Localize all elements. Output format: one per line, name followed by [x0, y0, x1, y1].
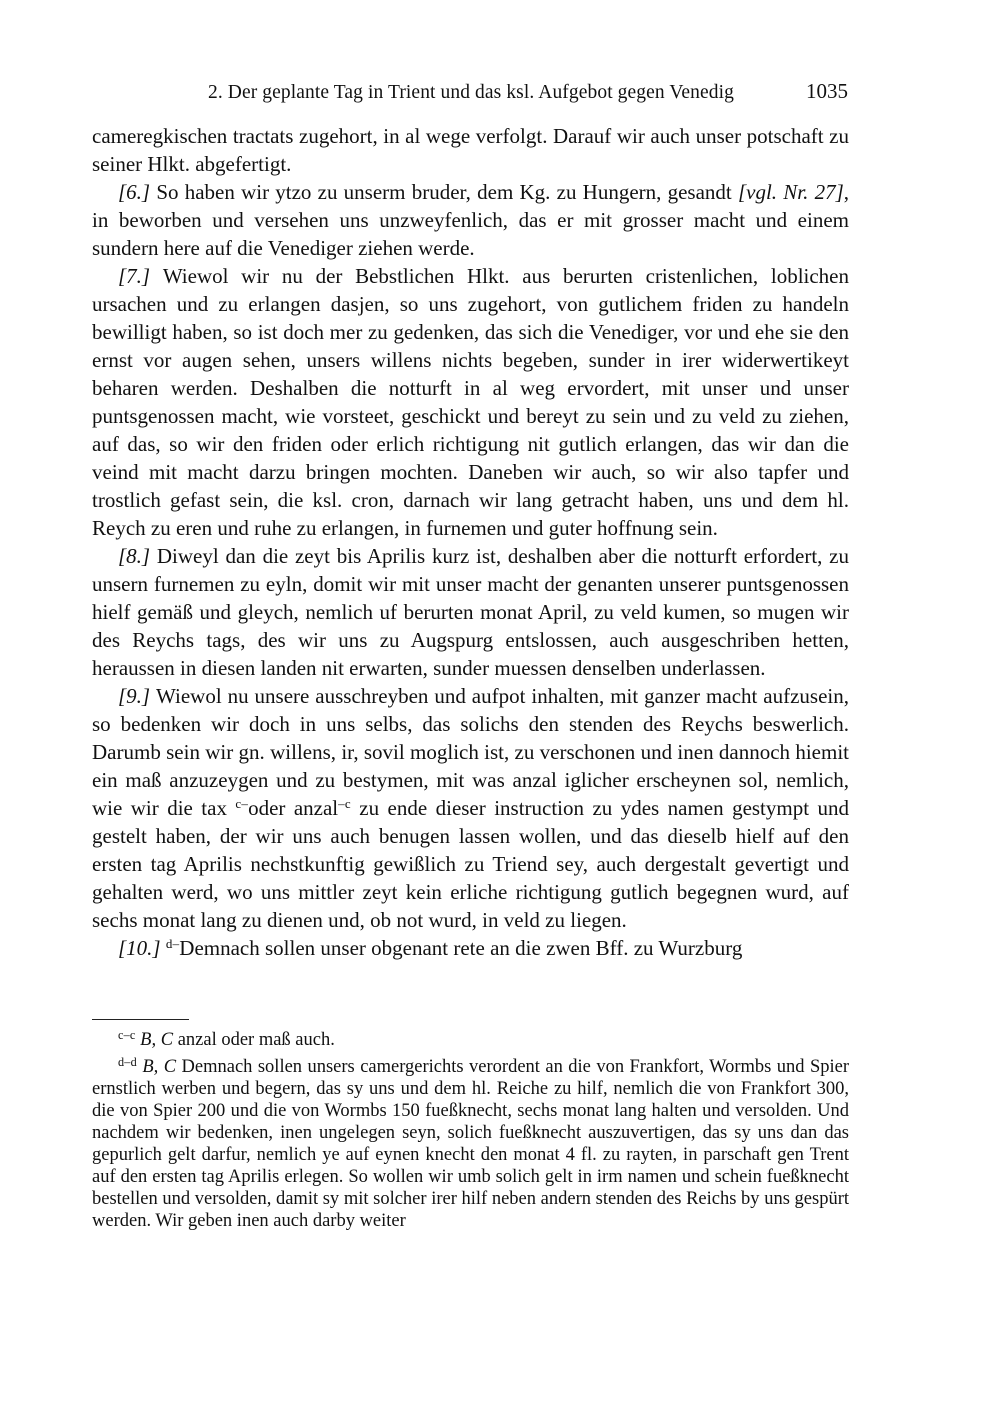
paragraph-10 [92, 934, 849, 962]
footnote-separator-rule [92, 1019, 189, 1020]
body-text-block [92, 122, 849, 962]
footnote-marker-d-open[interactable]: d– [165, 936, 180, 952]
footnote-apparatus [92, 1019, 849, 1232]
footnote-text: Demnach sollen unsers camergerichts verordent an die von Frankfort, Wormbs und Spier ernstlich werben und begern, das sy uns und dem hl. Reiche zu hilf, nemlich die von Frankfort 300, die von Spier 200 und die von Wormbs 150 fueßknecht, sechs monat lang halten und versolden. Und nachdem wir bedenken, inen ungelegen seyn, solich fueßknecht auszuvertigen, das sy uns dan das gepurlich gelt darfur, nemlich ye auf eynen knecht den monat 4 fl. zu rayten, in parschaft gen Trent auf den ersten tag Aprilis erlegen. So wollen wir umb solich gelt in irm namen und schein fueßknecht bestellen und versolden, damit sy mit solcher irer hilf neben andern stenden des Reichs by uns gespürt werden. Wir geben inen auch darby weiter [92, 1057, 850, 1231]
paragraph-text: Diweyl dan die zeyt bis Aprilis kurz ist, deshalben aber die notturft erfordert, zu unsern furnemen zu eyln, domit wir mit unser macht der genanten unserer puntsgenossen hielf gemäß und gleych, nemlich uf berurten monat April, zu veld kumen, so mugen wir des Reychs tags, des wir uns zu Augspurg entslossen, auch ausgeschriben hetten, heraussen in diesen landen nit erwarten, sunder muessen denselben underlassen. [92, 544, 850, 680]
footnote-reference-d[interactable]: d–d [118, 1054, 137, 1069]
paragraph-number: [6.] [118, 180, 151, 204]
footnote-c [92, 1029, 849, 1051]
paragraph-7 [92, 262, 849, 542]
paragraph-9 [92, 682, 849, 934]
footnote-marker-c-close[interactable]: –c [338, 796, 351, 812]
paragraph-6 [92, 178, 849, 262]
paragraph-text: Wiewol wir nu der Bebstlichen Hlkt. aus berurten cristenlichen, loblichen ursachen und zu erlangen dasjen, so uns zugehort, von gutlichem friden zu handeln bewilligt haben, so ist doch mer zu gedenken, das sich die Venediger, vor und ehe sie den ernst vor augen sehen, unsers willens nichts begeben, sunder in irer widerwertikeyt beharen werden. Deshalben die notturft in al weg ervordert, mit unser und unser puntsgenossen macht, wie vorsteet, geschickt und bereyt zu sein und zu veld zu ziehen, auf das, so wir den friden oder erlich richtigung nit gutlich erlangen, das wir dan die veind mit macht darzu bringen mochten. Daneben wir auch, so wir also tapfer und trostlich gefast sein, die ksl. cron, darnach wir lang getracht haben, uns und dem hl. Reych zu eren und ruhe zu erlangen, in furnemen und guter hoffnung sein. [92, 264, 850, 540]
running-head [92, 78, 848, 106]
footnote-text: anzal oder maß auch. [177, 1030, 335, 1050]
paragraph-8 [92, 542, 849, 682]
paragraph-text: So haben wir ytzo zu unserm bruder, dem Kg. zu Hungern, gesandt [156, 180, 738, 204]
paragraph-number: [10.] [118, 936, 161, 960]
paragraph-text: Demnach sollen unser obgenant rete an die zwen Bff. zu Wurzburg [179, 936, 743, 960]
paragraph-text-cont: , in beworben und versehen uns unzweyfenlich, das er mit grosser macht und einem sundern here auf die Venediger ziehen werde. [92, 180, 849, 260]
manuscript-sigla: B, C [140, 1030, 174, 1050]
running-head-title: 2. Der geplante Tag in Trient und das ksl. Aufgebot gegen Venedig [208, 82, 734, 103]
manuscript-sigla: B, C [142, 1057, 177, 1077]
paragraph-number: [8.] [118, 544, 151, 568]
paragraph-continuation [92, 122, 849, 178]
paragraph-number: [9.] [118, 684, 151, 708]
footnote-reference-c[interactable]: c–c [118, 1027, 136, 1042]
paragraph-text-cont: zu ende dieser instruction zu ydes namen gestympt und gestelt haben, der wir uns auch benugen lassen wollen, und das dieselb hielf auf den ersten tag Aprilis nechstkunftig gewißlich zu Triend sey, auch dergestalt gevertigt und gehalten werd, wo uns mittler zeyt kein erliche richtigung gutlich begegnen wurd, auf sechs monat lang zu dienen und, ob not wurd, in veld zu liegen. [92, 796, 850, 932]
paragraph-number: [7.] [118, 264, 151, 288]
paragraph-text: Wiewol nu unsere ausschreyben und aufpot inhalten, mit ganzer macht aufzusein, so bedenken wir doch in uns selbs, das solichs den stenden des Reychs beswerlich. Darumb sein wir gn. willens, ir, sovil moglich ist, zu verschonen und inen dannoch hiemit ein maß anzuzeygen und zu bestymen, mit was anzal iglicher erscheynen sol, nemlich, wie wir die tax [92, 684, 849, 820]
paragraph-text: cameregkischen tractats zugehort, in al wege verfolgt. Darauf wir auch unser potschaft zu seiner Hlkt. abgefertigt. [92, 124, 849, 176]
page-number: 1035 [806, 79, 848, 103]
footnote-d [92, 1056, 849, 1232]
footnote-marker-c-open[interactable]: c– [235, 796, 249, 812]
source-citation: [vgl. Nr. 27] [737, 180, 844, 204]
variant-reading-text: oder anzal [248, 796, 339, 820]
